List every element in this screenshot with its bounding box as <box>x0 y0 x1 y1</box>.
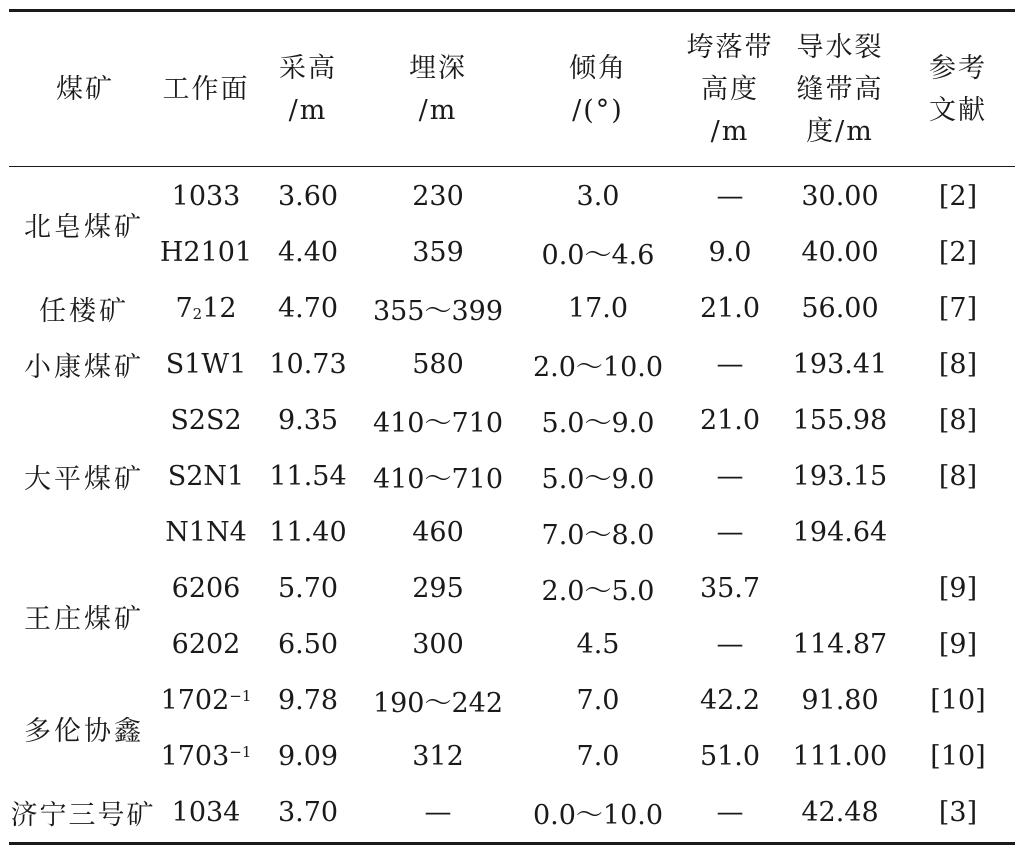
header-face-text: 工作面 <box>162 74 250 105</box>
cell-fracture: 114.87 <box>792 628 888 660</box>
cell-fracture: 194.64 <box>792 516 888 548</box>
cell-caving: — <box>716 628 744 660</box>
cell-face: S1W1 <box>165 348 247 380</box>
cell-dip: 2.0～10.0 <box>532 351 664 383</box>
cell-depth: 580 <box>412 348 464 380</box>
cell-face-tail: 12 <box>202 292 237 324</box>
cell-height: 3.60 <box>277 180 339 212</box>
cell-caving: 35.7 <box>699 572 761 604</box>
cell-height: 4.70 <box>277 292 339 324</box>
cell-ref: [9] <box>938 572 978 604</box>
cell-depth: 295 <box>412 572 464 604</box>
table-header-rule <box>9 166 1015 167</box>
mine-cell-daping: 大平煤矿 <box>24 463 144 495</box>
cell-ref: [8] <box>938 404 978 436</box>
header-height-line2: /m <box>288 95 328 126</box>
header-caving-line3: /m <box>710 116 750 147</box>
cell-dip: 3.0 <box>576 180 620 212</box>
cell-fracture: 40.00 <box>801 236 879 268</box>
cell-dip: 7.0 <box>576 684 620 716</box>
cell-fracture: 155.98 <box>792 404 888 436</box>
cell-face <box>158 672 254 728</box>
cell-dip: 5.0～9.0 <box>541 463 655 495</box>
cell-caving: 42.2 <box>699 684 761 716</box>
cell-caving: — <box>716 516 744 548</box>
cell-face: S2S2 <box>170 404 242 436</box>
cell-dip: 0.0～4.6 <box>541 239 655 271</box>
cell-face-main: 1702 <box>160 684 230 716</box>
header-fracture-line2: 缝带高 <box>796 74 884 105</box>
cell-ref: [9] <box>938 628 978 660</box>
table-top-rule <box>9 9 1015 12</box>
cell-face: 1033 <box>171 180 241 212</box>
cell-depth: 410～710 <box>372 463 504 495</box>
cell-caving: — <box>716 348 744 380</box>
cell-height: 9.78 <box>277 684 339 716</box>
header-mine-text: 煤矿 <box>56 74 114 105</box>
cell-caving: — <box>716 180 744 212</box>
cell-fracture: 56.00 <box>801 292 879 324</box>
mine-cell-beizao: 北皂煤矿 <box>24 211 144 243</box>
header-ref-line2: 文献 <box>929 95 987 126</box>
cell-fracture <box>788 560 892 616</box>
mine-cell-duolun: 多伦协鑫 <box>24 715 144 747</box>
cell-dip: 2.0～5.0 <box>541 575 655 607</box>
cell-dip: 7.0～8.0 <box>541 519 655 551</box>
cell-ref: [8] <box>938 460 978 492</box>
header-dip-line1: 倾角 <box>569 53 627 84</box>
cell-face-superscript: −1 <box>229 743 252 761</box>
header-fracture-line3: 度/m <box>806 116 874 147</box>
cell-depth: 312 <box>412 740 464 772</box>
cell-depth: 410～710 <box>372 407 504 439</box>
cell-fracture: 30.00 <box>801 180 879 212</box>
header-ref-line1: 参考 <box>929 53 987 84</box>
header-depth <box>378 20 498 160</box>
cell-height: 6.50 <box>277 628 339 660</box>
cell-height: 3.70 <box>277 796 339 828</box>
cell-height: 11.54 <box>269 460 347 492</box>
mine-cell-jining: 济宁三号矿 <box>10 799 156 831</box>
cell-height: 5.70 <box>277 572 339 604</box>
header-ref <box>918 20 998 160</box>
header-depth-line1: 埋深 <box>409 53 467 84</box>
cell-face: 6206 <box>171 572 241 604</box>
cell-caving: — <box>716 460 744 492</box>
cell-fracture: 193.15 <box>792 460 888 492</box>
cell-caving: — <box>716 796 744 828</box>
cell-ref: [3] <box>938 796 978 828</box>
header-caving-line1: 垮落带 <box>686 32 774 63</box>
cell-face-superscript: −1 <box>229 687 252 705</box>
cell-ref: [8] <box>938 348 978 380</box>
cell-depth: 300 <box>412 628 464 660</box>
cell-dip: 17.0 <box>567 292 629 324</box>
table-bottom-rule <box>9 842 1015 845</box>
cell-face: S2N1 <box>167 460 245 492</box>
header-mine <box>30 20 140 160</box>
cell-ref: [2] <box>938 236 978 268</box>
cell-height: 11.40 <box>269 516 347 548</box>
cell-caving: 9.0 <box>708 236 752 268</box>
cell-ref <box>910 504 1006 560</box>
cell-ref: [2] <box>938 180 978 212</box>
mine-cell-renlou: 任楼矿 <box>39 295 129 327</box>
cell-height: 9.35 <box>277 404 339 436</box>
cell-face: H2101 <box>159 236 253 268</box>
cell-ref: [7] <box>938 292 978 324</box>
cell-depth: 230 <box>412 180 464 212</box>
header-fracture-line1: 导水裂 <box>796 32 884 63</box>
cell-face: 6202 <box>171 628 241 660</box>
cell-caving: 51.0 <box>699 740 761 772</box>
cell-face <box>158 728 254 784</box>
cell-depth: 355～399 <box>372 295 504 327</box>
cell-face-main: 7 <box>175 292 193 324</box>
cell-depth: 190～242 <box>372 687 504 719</box>
cell-ref: [10] <box>930 684 986 716</box>
cell-depth: — <box>424 796 452 828</box>
header-depth-line2: /m <box>418 95 458 126</box>
cell-fracture: 193.41 <box>792 348 888 380</box>
cell-fracture: 91.80 <box>801 684 879 716</box>
cell-ref: [10] <box>930 740 986 772</box>
cell-height: 9.09 <box>277 740 339 772</box>
cell-caving: 21.0 <box>699 292 761 324</box>
mine-cell-wangzhuang: 王庄煤矿 <box>24 603 144 635</box>
cell-depth: 359 <box>412 236 464 268</box>
header-height-line1: 采高 <box>279 53 337 84</box>
cell-depth: 460 <box>412 516 464 548</box>
cell-face: 1034 <box>171 796 241 828</box>
header-dip-line2: /(°) <box>572 95 624 126</box>
cell-face-main: 1703 <box>160 740 230 772</box>
header-caving-line2: 高度 <box>701 74 759 105</box>
cell-height: 10.73 <box>269 348 347 380</box>
cell-face-subscript: 2 <box>192 305 203 323</box>
cell-dip: 4.5 <box>576 628 620 660</box>
cell-dip: 7.0 <box>576 740 620 772</box>
cell-dip: 5.0～9.0 <box>541 407 655 439</box>
header-dip <box>533 20 663 160</box>
header-height <box>268 20 348 160</box>
cell-dip: 0.0～10.0 <box>532 799 664 831</box>
header-caving <box>680 20 780 160</box>
cell-face: N1N4 <box>165 516 247 548</box>
header-face <box>158 20 254 160</box>
cell-height: 4.40 <box>277 236 339 268</box>
cell-fracture: 42.48 <box>801 796 879 828</box>
header-fracture <box>788 20 892 160</box>
cell-face <box>158 280 254 336</box>
cell-caving: 21.0 <box>699 404 761 436</box>
mine-cell-xiaokang: 小康煤矿 <box>24 351 144 383</box>
cell-fracture: 111.00 <box>792 740 888 772</box>
